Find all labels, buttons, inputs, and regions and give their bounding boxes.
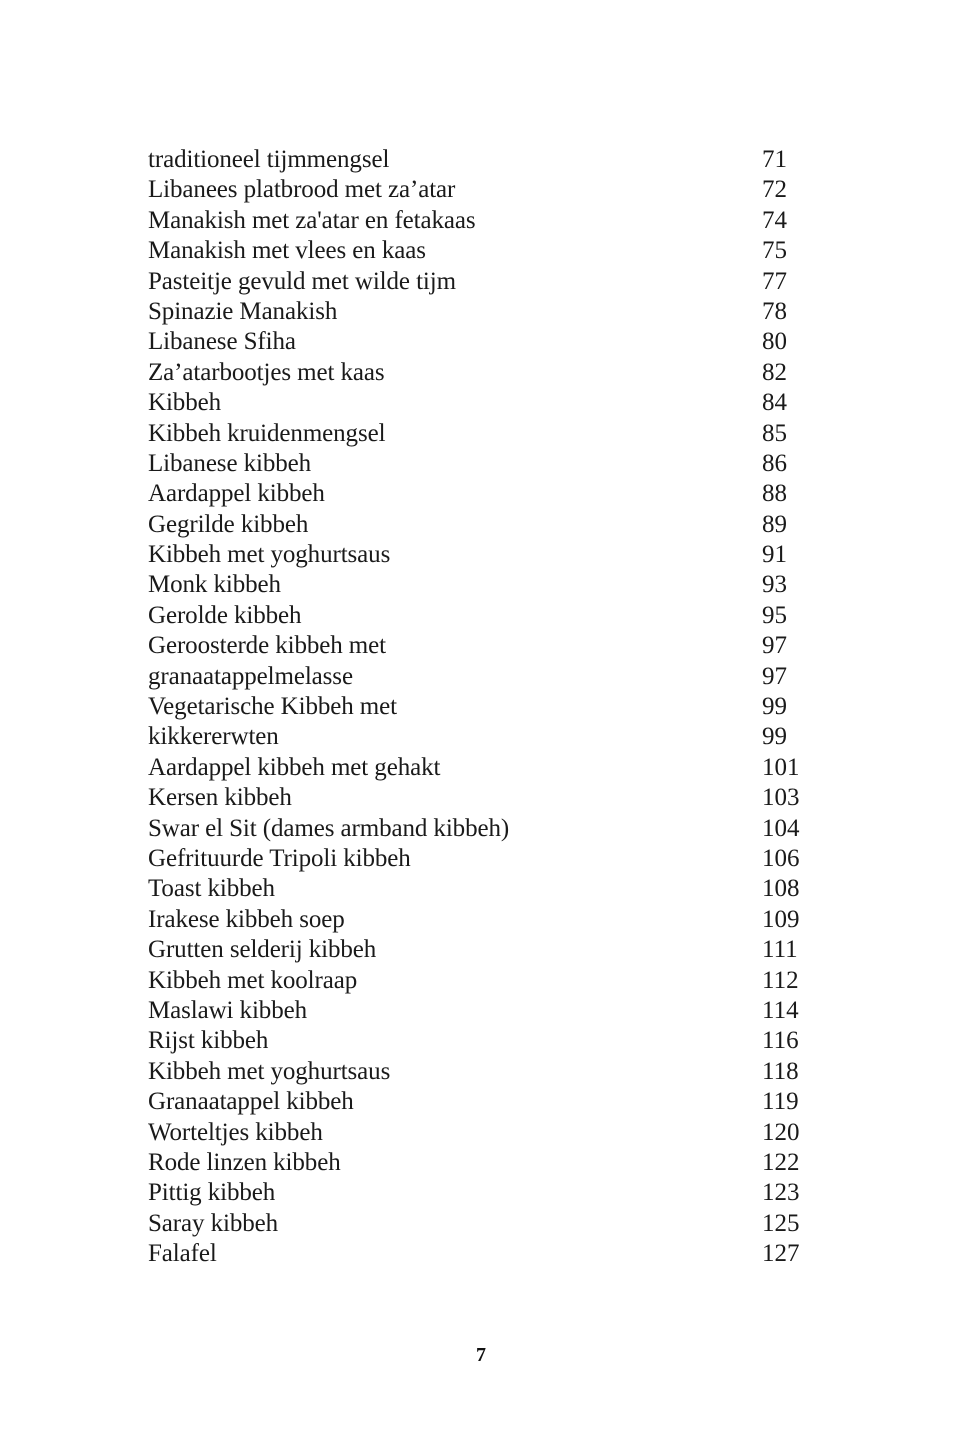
toc-entry-title: Manakish met vlees en kaas: [148, 237, 426, 265]
toc-entry[interactable]: [148, 236, 848, 266]
toc-entry-page-number: 127: [762, 1240, 800, 1268]
toc-entry-page-number: 91: [762, 541, 787, 569]
toc-entry[interactable]: [148, 540, 848, 570]
toc-entry[interactable]: [148, 449, 848, 479]
toc-entry-title: Libanese kibbeh: [148, 449, 312, 477]
toc-entry[interactable]: [148, 267, 848, 297]
toc-entry[interactable]: [148, 145, 848, 175]
toc-entry[interactable]: [148, 966, 848, 996]
toc-entry-title: Kersen kibbeh: [148, 784, 292, 812]
toc-entry-title: Gerolde kibbeh: [148, 601, 302, 629]
toc-entry-page-number: 80: [762, 328, 787, 356]
toc-entry-title: Manakish met za'atar en fetakaas: [148, 206, 476, 234]
toc-entry[interactable]: [148, 935, 848, 965]
toc-entry[interactable]: [148, 753, 848, 783]
toc-entry-page-number: 85: [762, 419, 787, 447]
toc-entry[interactable]: [148, 783, 848, 813]
toc-entry-title: Libanese Sfiha: [148, 328, 296, 356]
toc-entry[interactable]: [148, 722, 848, 752]
toc-entry-title: Swar el Sit (dames armband kibbeh): [148, 814, 510, 842]
toc-entry-title: Worteltjes kibbeh: [148, 1118, 323, 1146]
toc-entry-title: traditioneel tijmmengsel: [148, 146, 390, 173]
toc-entry[interactable]: [148, 874, 848, 904]
toc-entry-title: Vegetarische Kibbeh met: [148, 693, 397, 721]
toc-entry-page-number: 112: [762, 966, 799, 994]
toc-entry-page-number: 101: [762, 753, 800, 781]
toc-entry-page-number: 118: [762, 1057, 799, 1085]
toc-entry-page-number: 75: [762, 237, 787, 265]
toc-entry[interactable]: [148, 996, 848, 1026]
toc-entry-title: Geroosterde kibbeh met: [148, 632, 386, 660]
toc-entry[interactable]: [148, 905, 848, 935]
toc-entry-page-number: 120: [762, 1118, 800, 1146]
toc-entry-page-number: 114: [762, 996, 799, 1024]
toc-entry-page-number: 86: [762, 449, 787, 477]
toc-entry-title: Za’atarbootjes met kaas: [148, 358, 385, 386]
toc-entry[interactable]: [148, 1178, 848, 1208]
toc-entry[interactable]: [148, 844, 848, 874]
toc-entry-page-number: 104: [762, 814, 800, 842]
toc-entry[interactable]: [148, 1209, 848, 1239]
toc-entry-title: Kibbeh met yoghurtsaus: [148, 541, 391, 569]
toc-entry-title: kikkererwten: [148, 723, 279, 751]
toc-entry[interactable]: [148, 1026, 848, 1056]
toc-entry-page-number: 72: [762, 176, 787, 204]
toc-entry[interactable]: [148, 206, 848, 236]
toc-entry[interactable]: [148, 175, 848, 205]
toc-entry-title: Aardappel kibbeh met gehakt: [148, 753, 441, 781]
toc-entry[interactable]: [148, 631, 848, 661]
toc-entry-page-number: 109: [762, 905, 800, 933]
toc-entry-page-number: 103: [762, 784, 800, 812]
toc-entry-page-number: 99: [762, 723, 787, 751]
toc-entry-page-number: 77: [762, 267, 787, 295]
toc-entry-page-number: 119: [762, 1088, 799, 1116]
toc-entry-title: Granaatappel kibbeh: [148, 1088, 354, 1116]
toc-entry-page-number: 93: [762, 571, 787, 599]
toc-entry-page-number: 97: [762, 632, 787, 660]
toc-entry[interactable]: [148, 1057, 848, 1087]
toc-entry-title: Kibbeh met yoghurtsaus: [148, 1057, 391, 1085]
toc-entry-page-number: 108: [762, 875, 800, 903]
toc-entry-title: Kibbeh kruidenmengsel: [148, 419, 386, 447]
toc-entry[interactable]: [148, 814, 848, 844]
toc-entry-title: Falafel: [148, 1240, 217, 1268]
toc-entry[interactable]: [148, 1148, 848, 1178]
toc-entry-title: Maslawi kibbeh: [148, 996, 307, 1024]
toc-entry[interactable]: [148, 297, 848, 327]
toc-entry-title: Rode linzen kibbeh: [148, 1148, 341, 1176]
toc-entry-page-number: 78: [762, 297, 787, 325]
toc-entry[interactable]: [148, 1087, 848, 1117]
toc-entry[interactable]: [148, 1118, 848, 1148]
toc-entry-title: Irakese kibbeh soep: [148, 905, 345, 933]
toc-entry-page-number: 88: [762, 480, 787, 508]
toc-entry-title: Pittig kibbeh: [148, 1179, 276, 1207]
toc-entry-page-number: 74: [762, 206, 787, 234]
page-number-folio: 7: [476, 1344, 486, 1366]
toc-entry[interactable]: [148, 388, 848, 418]
toc-entry[interactable]: [148, 327, 848, 357]
toc-entry-title: Spinazie Manakish: [148, 297, 338, 325]
toc-entry-title: Saray kibbeh: [148, 1209, 279, 1237]
toc-entry-page-number: 125: [762, 1209, 800, 1237]
toc-entry-title: Gefrituurde Tripoli kibbeh: [148, 844, 411, 872]
toc-entry-title: Grutten selderij kibbeh: [148, 936, 377, 964]
toc-entry-page-number: 95: [762, 601, 787, 629]
table-of-contents: [148, 145, 848, 1269]
toc-entry-title: Toast kibbeh: [148, 875, 275, 903]
toc-entry[interactable]: [148, 692, 848, 722]
toc-entry[interactable]: [148, 1239, 848, 1269]
toc-entry-page-number: 84: [762, 389, 787, 417]
toc-entry-title: Rijst kibbeh: [148, 1027, 269, 1055]
toc-entry-page-number: 71: [762, 146, 787, 173]
toc-entry-page-number: 97: [762, 662, 787, 690]
toc-entry[interactable]: [148, 662, 848, 692]
toc-entry-title: Gegrilde kibbeh: [148, 510, 309, 538]
toc-entry[interactable]: [148, 419, 848, 449]
toc-entry-page-number: 111: [762, 936, 798, 964]
toc-entry-page-number: 99: [762, 693, 787, 721]
toc-entry-title: Kibbeh met koolraap: [148, 966, 358, 994]
toc-entry-title: Pasteitje gevuld met wilde tijm: [148, 267, 456, 295]
toc-entry-page-number: 123: [762, 1179, 800, 1207]
toc-entry-title: Libanees platbrood met za’atar: [148, 176, 456, 204]
toc-entry[interactable]: [148, 510, 848, 540]
toc-entry-page-number: 116: [762, 1027, 799, 1055]
toc-entry[interactable]: [148, 479, 848, 509]
toc-entry-title: Aardappel kibbeh: [148, 480, 325, 508]
toc-entry-page-number: 89: [762, 510, 787, 538]
toc-entry-title: Kibbeh: [148, 389, 221, 417]
toc-entry[interactable]: [148, 358, 848, 388]
toc-entry-page-number: 122: [762, 1148, 800, 1176]
toc-entry-page-number: 106: [762, 844, 800, 872]
toc-entry[interactable]: [148, 601, 848, 631]
toc-entry-title: granaatappelmelasse: [148, 662, 353, 690]
toc-entry-title: Monk kibbeh: [148, 571, 281, 599]
toc-entry[interactable]: [148, 570, 848, 600]
toc-entry-page-number: 82: [762, 358, 787, 386]
